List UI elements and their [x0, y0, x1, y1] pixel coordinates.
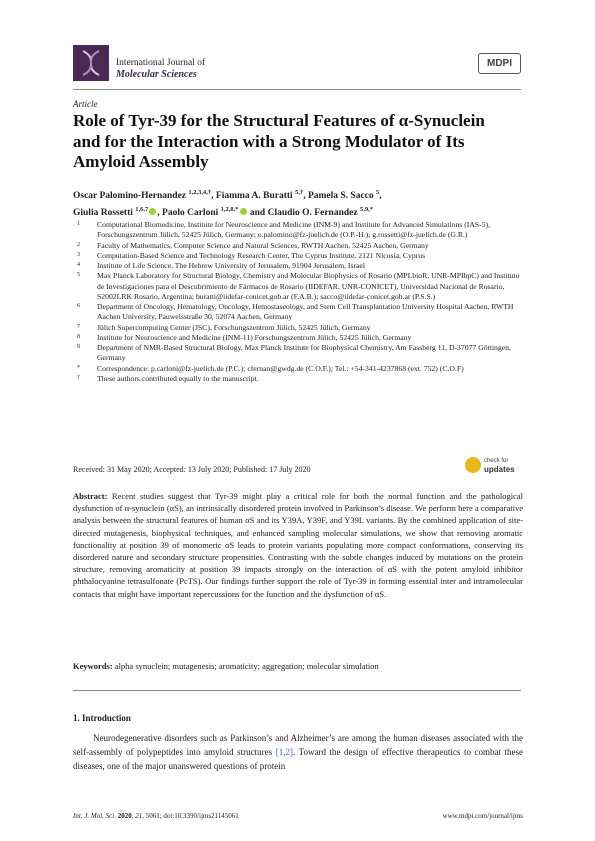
affiliation-number: 9 [77, 344, 80, 350]
citation-link-2[interactable]: 2 [285, 747, 290, 757]
author-affiliation-marks: 1,6,7 [135, 206, 149, 214]
footer-doi: , 5061; doi:10.3390/ijms21145061 [142, 812, 239, 820]
affiliation-number: 5 [77, 272, 80, 279]
affiliation-number: 4 [77, 262, 80, 268]
citation-open: [ [275, 747, 279, 757]
affiliation-item [73, 261, 523, 271]
affiliation-text: Computational Biomedicine, Institute for Neuroscience and Medicine (INM-9) and Institute for Advanced Simulations (IAS-5), Forschungszentrum Jülich, 52425 Jülich, Germany; o.palomino@fz-juelich.de (O.P.-H.); g.rossetti@fz-juelich.de (G.R.) [97, 220, 491, 240]
publication-dates: Received: 31 May 2020; Accepted: 13 July 2020; Published: 17 July 2020 [73, 465, 311, 474]
author-name: Oscar Palomino-Hernandez [73, 191, 187, 202]
journal-name-line2: Molecular Sciences [116, 69, 197, 80]
author-name: Paolo Carloni [162, 208, 219, 219]
check-updates-icon [465, 457, 481, 473]
check-updates-line1: check for [484, 458, 509, 464]
author-affiliation-marks: 5,9,* [359, 206, 373, 214]
affiliation-item [73, 333, 523, 343]
affiliation-number: 6 [77, 303, 80, 309]
affiliation-number: 7 [77, 323, 80, 330]
affiliation-number: 3 [77, 251, 80, 258]
affiliation-text: Department of NMR-Based Structural Biology, Max Planck Institute for Biophysical Chemistry, Am Fassberg 11, D-37077 Göttingen, Germany [97, 343, 511, 363]
footer-journal: Int. J. Mol. Sci. [73, 812, 116, 820]
affiliation-item [73, 302, 523, 323]
affiliation-text: Correspondence: p.carloni@fz-juelich.de (P.C.); cfernan@gwdg.de (C.O.F.); Tel.: +54-341-4237868 (ext. 752) (C.O.F) [97, 363, 464, 373]
check-updates-line2: updates [484, 465, 515, 474]
abstract [73, 490, 523, 600]
journal-name-line1: International Journal of [116, 58, 206, 68]
author-affiliation-marks: 5,† [295, 189, 304, 196]
author-name: Pamela S. Sacco [307, 191, 374, 202]
intro-text-b: . Toward the design of effective therapeutics to combat these diseases, one of the major unanswered questions of protein [73, 747, 524, 771]
author-separator: , [211, 191, 216, 202]
affiliation-item [73, 220, 523, 241]
author-list [73, 186, 503, 220]
journal-name [116, 58, 205, 80]
author-separator: , [379, 191, 382, 202]
affiliation-text: Jülich Supercomputing Center (JSC), Forschungszentrum Jülich, 52425 Jülich, Germany [97, 322, 371, 332]
abstract-label: Abstract: [73, 491, 108, 501]
footer-citation [73, 812, 239, 820]
header-divider [73, 89, 521, 90]
affiliation-number: 2 [77, 241, 80, 248]
affiliation-text: Computation-Based Science and Technology Research Center, The Cyprus Institute, 2121 Nicosia, Cyprus [97, 250, 426, 260]
affiliation-text: Max Planck Laboratory for Structural Biology, Chemistry and Molecular Biophysics of Rosario (MPLbioR, UNR-MPIbpC) and Instituto de Investigaciones para el Descubrimiento de Fármacos de Rosario (IIDEFAR, UNR-CONICET), Universidad Nacional de Rosario, S2002LRK Rosario, Argentina; buratti@iidefar-conicet.gob.ar (F.A.B.); sacco@iidefar-conicet.gob.ar (P.S.S.) [97, 271, 520, 301]
author-affiliation-marks: 1,2,3,4,† [188, 189, 212, 196]
affiliation-text: Institute of Life Science, The Hebrew University of Jerusalem, 91904 Jerusalem, Israel [97, 261, 365, 270]
citation-close: ] [289, 747, 293, 757]
keywords-text: alpha synuclein; mutagenesis; aromaticity; aggregation; molecular simulation [114, 661, 379, 671]
author-affiliation-marks: 1,2,8,* [220, 206, 239, 214]
mdpi-logo: MDPI [478, 53, 521, 74]
article-title: Role of Tyr-39 for the Structural Features of α-Synuclein and for the Interaction with a Strong Modulator of Its Amyloid Assembly [73, 111, 485, 171]
section-heading: 1. Introduction [73, 713, 131, 723]
footer-year: 2020 [117, 812, 132, 820]
intro-paragraph [73, 731, 523, 773]
footer-url[interactable]: www.mdpi.com/journal/ijms [442, 812, 523, 820]
affiliation-number: 8 [77, 333, 80, 340]
orcid-icon[interactable] [240, 208, 247, 215]
affiliation-number: 1 [77, 221, 80, 227]
citation-sep: , [283, 747, 286, 757]
affiliation-text: Faculty of Mathematics, Computer Science and Natural Sciences, RWTH Aachen, 52425 Aachen, Germany [97, 240, 429, 250]
check-for-updates-badge[interactable] [465, 455, 523, 477]
author-name: Claudio O. Fernandez [267, 208, 358, 219]
affiliation-item [73, 343, 523, 364]
author-name: Giulia Rossetti [73, 208, 133, 219]
keywords [73, 661, 523, 671]
author-separator: , [157, 208, 163, 219]
affiliation-item [73, 241, 523, 251]
affiliation-item [73, 271, 523, 302]
author-name: Fiamma A. Buratti [215, 191, 293, 202]
journal-logo [73, 45, 109, 81]
affiliation-text: Institute for Neuroscience and Medicine (INM-11) Forschungszentrum Jülich, 52425 Jülich, Germany [97, 332, 412, 342]
citation-link-1[interactable]: 1 [278, 747, 284, 757]
affiliations [73, 220, 523, 384]
abstract-divider [73, 690, 521, 691]
author-affiliation-marks: 5 [376, 189, 380, 196]
keywords-label: Keywords: [73, 661, 113, 671]
author-separator: , [303, 191, 308, 202]
affiliation-item [73, 323, 523, 333]
affiliation-number: * [77, 364, 80, 371]
intro-text-a: Neurodegenerative disorders such as Parkinson’s and Alzheimer’s are among the human diseases associated with the self-assembly of polypeptides into amyloid structures [73, 733, 523, 757]
footer-volume: , 21 [131, 812, 143, 820]
affiliation-text: These authors contributed equally to the manuscript. [97, 373, 259, 383]
article-type: Article [73, 99, 98, 109]
affiliation-item [73, 251, 523, 261]
orcid-icon[interactable] [149, 208, 156, 215]
affiliation-item [73, 364, 523, 374]
affiliation-text: Department of Oncology, Hematology, Oncology, Hemostaseology, and Stem Cell Transplantation University Hospital Aachen, RWTH Aachen University, Pauwelsstraße 30, 52074 Aachen, Germany [97, 302, 514, 322]
dna-helix-icon [73, 45, 109, 81]
author-separator: and [247, 208, 268, 219]
abstract-text: Recent studies suggest that Tyr-39 might play a critical role for both the normal function and the pathological dysfunction of α-synuclein (αS), an intrinsically disordered protein involved in Parkinson’s disease. We perform here a comparative analysis between the structural features of human αS and its Y39A, Y39F, and Y39L variants. By the combined application of site-directed mutagenesis, biophysical techniques, and enhanced sampling molecular simulations, we show that removing aromatic functionality at position 39 of monomeric αS leads to protein variants populating more compact conformations, conserving its disordered nature and secondary structure propensities. Contrasting with the subtle changes induced by mutations on the protein structure, removing aromaticity at position 39 impacts strongly on the interaction of αS with the potent amyloid inhibitor phthalocyanine tetrasulfonate (PcTS). Our findings further support the role of Tyr-39 in forming essential inter and intramolecular contacts that might have important repercussions for the function and the dysfunction of αS. [73, 491, 523, 599]
affiliation-item [73, 374, 523, 384]
affiliation-number: † [77, 374, 80, 381]
